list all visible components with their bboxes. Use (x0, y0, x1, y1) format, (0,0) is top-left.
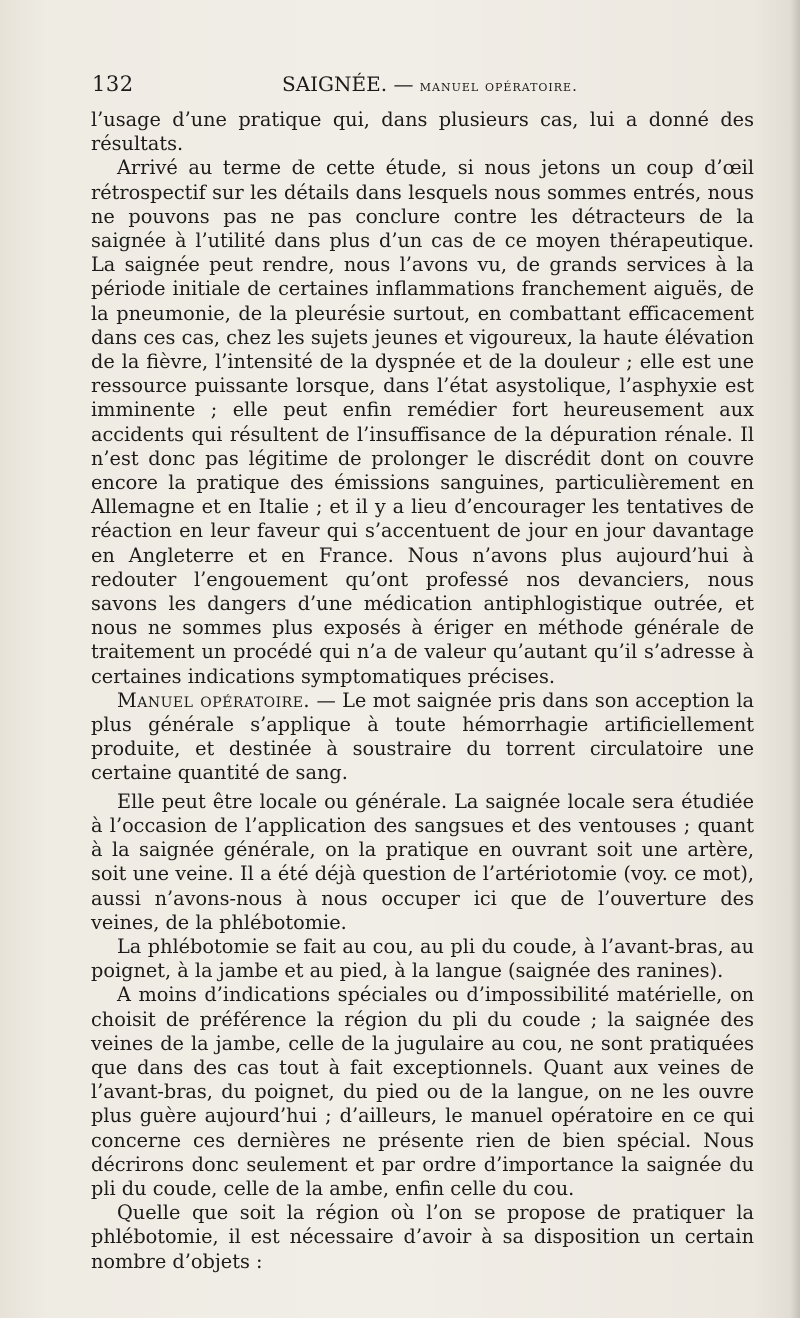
paragraph: Elle peut être locale ou générale. La saignée locale sera étudiée à l’occasion de l’application des sangsues et des ventouses ; quant à la saignée générale, on la pratique en ouvrant soit une artère, soit une veine. Il a été déjà question de l’artériotomie (voy. ce mot), aussi n’avons-nous à nous occuper ici que de l’ouverture des veines, de la phlébotomie. (91, 789, 754, 934)
running-title (282, 72, 578, 96)
paragraph (91, 689, 754, 786)
paragraph: Arrivé au terme de cette étude, si nous jetons un coup d’œil rétrospectif sur les détails dans lesquels nous sommes entrés, nous ne pouvons pas ne pas conclure contre les détracteurs de la saignée à l’utilité dans plus d’un cas de ce moyen thérapeutique. La saignée peut rendre, nous l’avons vu, de grands services à la période initiale de certaines inflammations franchement aiguës, de la pneumonie, de la pleurésie surtout, en combattant efficacement dans ces cas, chez les sujets jeunes et vigoureux, la haute élévation de la fièvre, l’intensité de la dyspnée et de la douleur ; elle est une ressource puissante lorsque, dans l’état asystolique, l’asphyxie est imminente ; elle peut enfin remédier fort heureusement aux accidents qui résultent de l’insuffisance de la dépuration rénale. Il n’est donc pas légitime de prolonger le discrédit dont on couvre encore la pratique des émissions sanguines, particulièrement en Allemagne et en Italie ; et il y a lieu d’encourager les tentatives de réaction en leur faveur qui s’accentuent de jour en jour davantage en Angleterre et en France. Nous n’avons plus aujourd’hui à redouter l’engouement qu’ont professé nos devanciers, nous savons les dangers d’une médication antiphlogistique outrée, et nous ne sommes plus exposés à ériger en méthode générale de traitement un procédé qui n’a de valeur qu’autant qu’il s’adresse à certaines indications symptomatiques précises. (91, 156, 754, 688)
section-heading: Manuel opératoire. (117, 688, 311, 712)
running-header (92, 72, 782, 106)
paragraph: Quelle que soit la région où l’on se propose de pratiquer la phlébotomie, il est nécessaire d’avoir à sa disposition un certain nombre d’objets : (91, 1201, 754, 1273)
running-title-main: SAIGNÉE. (282, 72, 388, 96)
paragraph-text: — Le mot saignée pris dans son acception la plus générale s’applique à toute hémorrhagie artificiellement produite, et destinée à soustraire du torrent circulatoire une certaine quantité de sang. (91, 688, 755, 785)
running-title-section: manuel opératoire. (419, 77, 578, 95)
paragraph: A moins d’indications spéciales ou d’impossibilité matérielle, on choisit de préférence la région du pli du coude ; la saignée des veines de la jambe, celle de la jugulaire au cou, ne sont pratiquées que dans des cas tout à fait exceptionnels. Quant aux veines de l’avant-bras, du poignet, du pied ou de la langue, on ne les ouvre plus guère aujourd’hui ; d’ailleurs, le manuel opératoire en ce qui concerne ces dernières ne présente rien de bien spécial. Nous décrirons donc seulement et par ordre d’importance la saignée du pli du coude, celle de la ambe, enfin celle du cou. (91, 983, 754, 1200)
paragraph: La phlébotomie se fait au cou, au pli du coude, à l’avant-bras, au poignet, à la jambe et au pied, à la langue (saignée des ranines). (91, 934, 754, 983)
running-title-dash: — (393, 72, 414, 96)
page-body (91, 108, 754, 1274)
page-edge-shadow (790, 0, 800, 1318)
page-number: 132 (92, 72, 134, 96)
paragraph: l’usage d’une pratique qui, dans plusieurs cas, lui a donné des résultats. (91, 108, 754, 156)
